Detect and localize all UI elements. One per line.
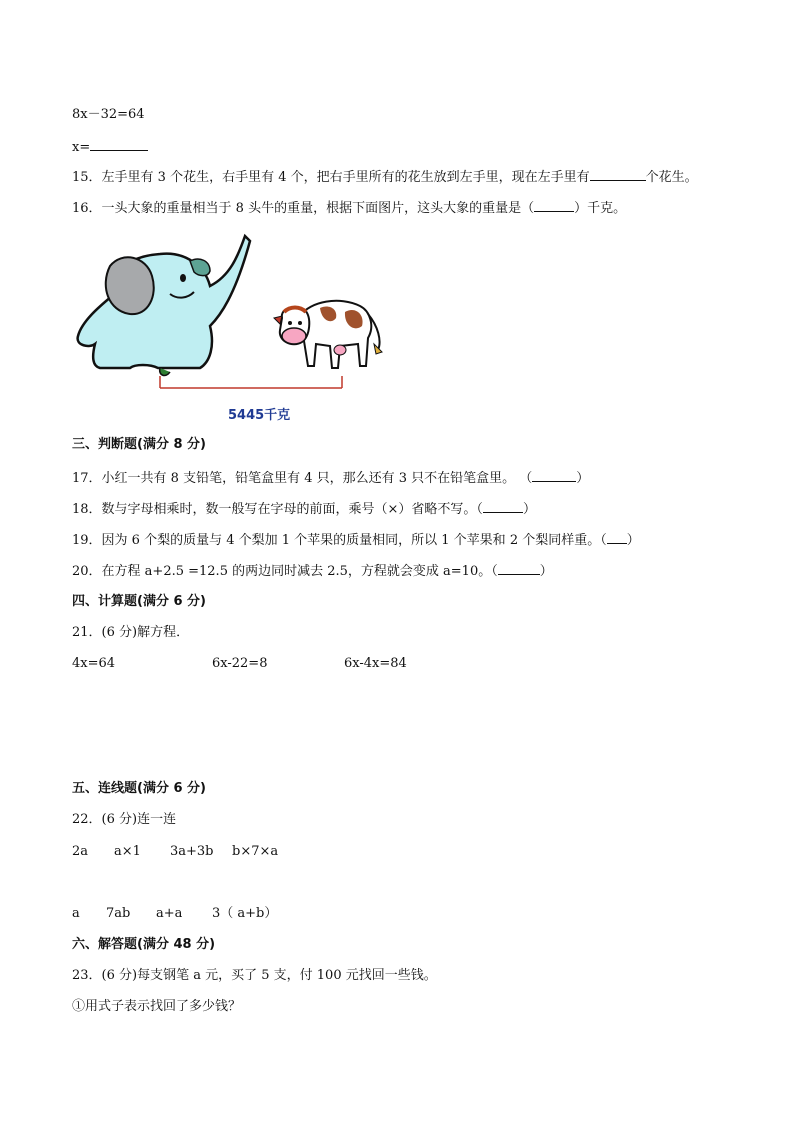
match-top-item[interactable]: a×1	[114, 844, 141, 859]
question-18	[72, 499, 536, 519]
answer-blank[interactable]	[483, 499, 523, 513]
section-6-heading: 六、解答题(满分 48 分)	[72, 937, 216, 952]
equation-8x: 8x－32=64	[72, 107, 145, 122]
match-top-item[interactable]: b×7×a	[232, 844, 279, 859]
answer-x	[72, 137, 148, 157]
question-17	[72, 468, 589, 488]
match-bottom-item[interactable]: 7ab	[106, 906, 131, 921]
answer-blank[interactable]	[90, 137, 148, 151]
question-16-suffix: ）千克。	[574, 201, 627, 216]
weight-label: 5445千克	[228, 408, 291, 423]
match-top-item[interactable]: 3a+3b	[170, 844, 214, 859]
elephant-cow-figure	[70, 226, 390, 396]
question-21: 21．(6 分)解方程．	[72, 625, 190, 640]
answer-blank[interactable]	[607, 530, 627, 544]
cow-icon	[274, 301, 382, 368]
question-18-text: 18．数与字母相乘时，数一般写在字母的前面，乘号（×）省略不写。（	[72, 502, 483, 517]
section-3-heading: 三、判断题(满分 8 分)	[72, 437, 206, 452]
question-19	[72, 530, 640, 550]
match-bottom-item[interactable]: a+a	[156, 906, 183, 921]
equation-item: 6x-4x=84	[344, 656, 407, 671]
question-19-text: 19．因为 6 个梨的质量与 4 个梨加 1 个苹果的质量相同，所以 1 个苹果和 2 个梨同样重。（	[72, 533, 607, 548]
section-4-heading: 四、计算题(满分 6 分)	[72, 594, 206, 609]
question-20	[72, 561, 553, 581]
question-15-text: 15．左手里有 3 个花生，右手里有 4 个，把右手里所有的花生放到左手里，现在左手里有	[72, 170, 590, 185]
question-16-text: 16．一头大象的重量相当于 8 头牛的重量，根据下面图片，这头大象的重量是（	[72, 201, 535, 216]
match-bottom-item[interactable]: a	[72, 906, 80, 921]
question-19-suffix: ）	[626, 533, 640, 548]
question-16	[72, 198, 626, 218]
question-17-text: 17．小红一共有 8 支铅笔，铅笔盒里有 4 只，那么还有 3 只不在铅笔盒里。 （	[72, 471, 533, 486]
section-5-heading: 五、连线题(满分 6 分)	[72, 781, 206, 796]
question-20-text: 20．在方程 a+2.5 =12.5 的两边同时减去 2.5，方程就会变成 a=10。（	[72, 564, 498, 579]
elephant-icon	[78, 236, 250, 375]
match-bottom-item[interactable]: 3（ a+b）	[212, 906, 278, 921]
answer-blank[interactable]	[534, 198, 574, 212]
question-20-suffix: ）	[539, 564, 553, 579]
question-23: 23．(6 分)每支钢笔 a 元，买了 5 支，付 100 元找回一些钱。	[72, 968, 437, 983]
equation-item: 6x-22=8	[212, 656, 268, 671]
equation-item: 4x=64	[72, 656, 116, 671]
answer-x-label: x=	[72, 140, 91, 155]
question-23-part-1: ①用式子表示找回了多少钱？	[72, 999, 242, 1014]
answer-blank[interactable]	[532, 468, 576, 482]
match-top-item[interactable]: 2a	[72, 844, 89, 859]
question-17-suffix: ）	[576, 471, 590, 486]
answer-blank[interactable]	[590, 167, 646, 181]
question-15	[72, 167, 698, 187]
question-18-suffix: ）	[522, 502, 536, 517]
question-15-suffix: 个花生。	[645, 170, 698, 185]
answer-blank[interactable]	[498, 561, 540, 575]
question-22: 22．(6 分)连一连	[72, 812, 177, 827]
